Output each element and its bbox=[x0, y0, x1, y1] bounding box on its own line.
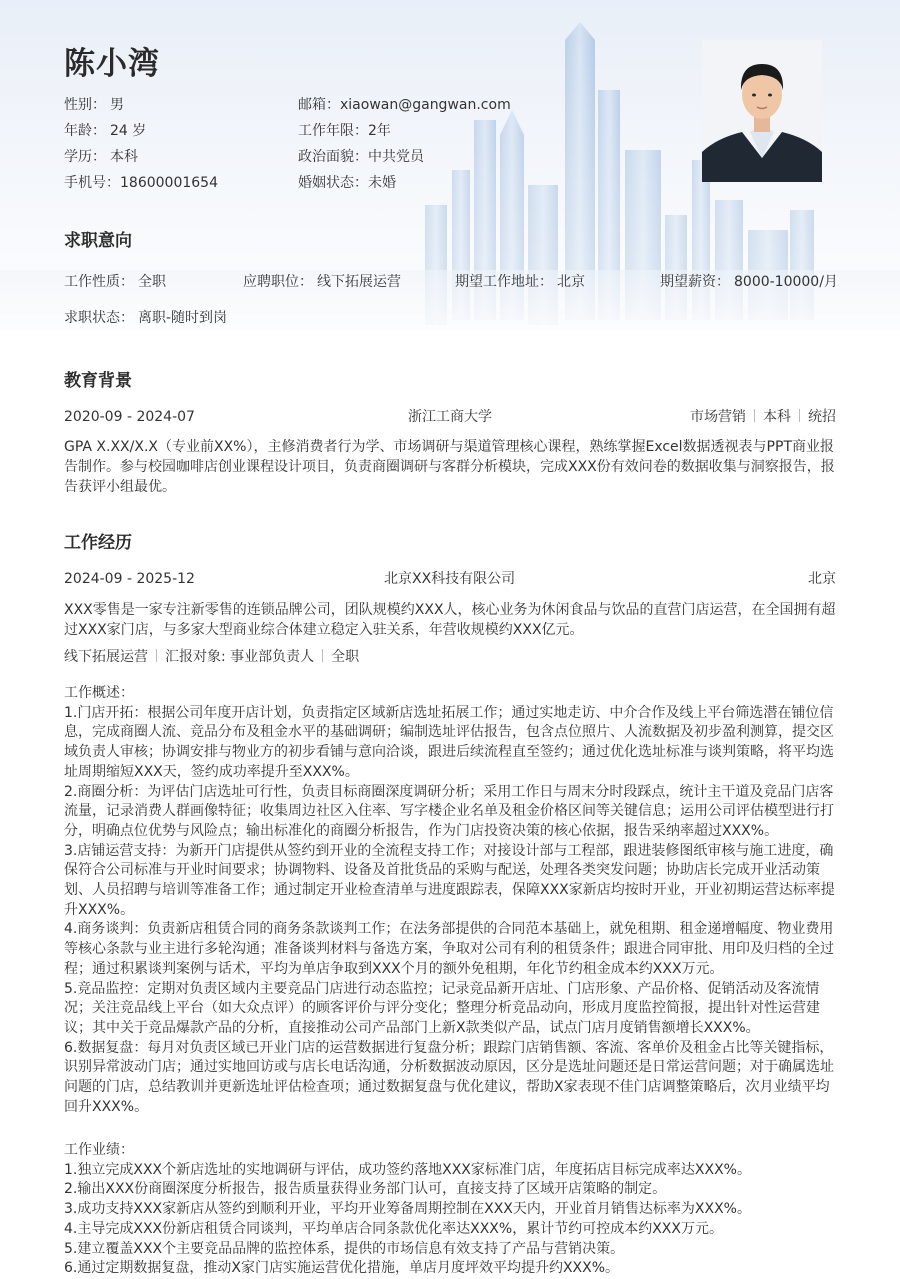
education-section-title: 教育背景 bbox=[64, 371, 132, 391]
intent-location: 期望工作地址： 北京 bbox=[455, 274, 585, 290]
intent-section-title: 求职意向 bbox=[64, 231, 132, 251]
work-result-item: 5.建立覆盖XXX个主要竞品品牌的监控体系，提供的市场信息有效支持了产品与营销决策。 bbox=[64, 1240, 625, 1257]
education-description: GPA X.XX/X.X（专业前XX%），主修消费者行为学、市场调研与渠道管理核心课程，熟练掌握Excel数据透视表与PPT商业报告制作。参与校园咖啡店创业课程设计项目，负责商圈调研与客群分析模块，完成XXX份有效问卷的数据收集与洞察报告，报告获评小组最优。 bbox=[64, 439, 835, 495]
work-overview-item: 1.门店开拓：根据公司年度开店计划，负责指定区域新店选址拓展工作；通过实地走访、中介合作及线上平台筛选潜在铺位信息，完成商圈人流、竞品分布及租金水平的基础调研；编制选址评估报告，包含点位照片、人流数据及初步盈利测算，提交区域负责人审核；协调安排与物业方的初步看铺与意向洽谈，跟进后续流程直至签约；通过优化选址标准与谈判策略，将平均选址周期缩短XXX天，签约成功率提升至XXX%。 bbox=[64, 704, 834, 780]
intent-salary: 期望薪资： 8000-10000/月 bbox=[660, 274, 838, 290]
profile-photo bbox=[702, 40, 822, 182]
company-intro: XXX零售是一家专注新零售的连锁品牌公司，团队规模约XXX人，核心业务为休闲食品与饮品的直营门店运营，在全国拥有超过XXX家门店，与多家大型商业综合体建立稳定入驻关系，年营收规模约XXX亿元。 bbox=[64, 602, 836, 638]
work-result-item: 6.通过定期数据复盘，推动X家门店实施运营优化措施，单店月度坪效平均提升约XXX%。 bbox=[64, 1260, 620, 1277]
intent-status: 求职状态： 离职-随时到岗 bbox=[64, 310, 228, 326]
tag-divider bbox=[754, 409, 755, 422]
email-field: 邮箱：xiaowan@gangwan.com bbox=[298, 97, 511, 113]
work-years-field: 工作年限：2年 bbox=[298, 123, 391, 139]
education-period: 2020-09 - 2024-07 bbox=[64, 409, 195, 425]
tag-divider bbox=[799, 409, 800, 422]
tag-divider bbox=[156, 649, 157, 662]
work-result-item: 3.成功支持XXX家新店从签约到顺利开业，平均开业筹备周期控制在XXX天内，开业首月销售达标率为XXX%。 bbox=[64, 1201, 751, 1218]
work-city: 北京 bbox=[808, 571, 836, 587]
work-company: 北京XX科技有限公司 bbox=[384, 571, 516, 587]
gender-field: 性别： 男 bbox=[64, 97, 124, 113]
work-results-title: 工作业绩： bbox=[64, 1142, 134, 1158]
work-result-item: 1.独立完成XXX个新店选址的实地调研与评估，成功签约落地XXX家标准门店，年度拓店目标完成率达XXX%。 bbox=[64, 1161, 751, 1178]
marital-status-field: 婚姻状态：未婚 bbox=[298, 175, 396, 191]
education-school: 浙江工商大学 bbox=[408, 409, 492, 425]
intent-job-type: 工作性质： 全职 bbox=[64, 274, 166, 290]
work-overview-item: 2.商圈分析：为评估门店选址可行性，负责目标商圈深度调研分析；采用工作日与周末分时段踩点，统计主干道及竞品门店客流量，记录消费人群画像特征；收集周边社区入住率、写字楼企业名单及租金价格区间等关键信息；运用公司评估模型进行打分，明确点位优势与风险点；输出标准化的商圈分析报告，作为门店投资决策的核心依据，报告采纳率超过XXX%。 bbox=[64, 783, 834, 839]
work-results bbox=[64, 1141, 836, 1279]
work-tags: 线下拓展运营 汇报对象: 事业部负责人 全职 bbox=[64, 649, 360, 665]
work-overview bbox=[64, 684, 836, 1117]
phone-field: 手机号：18600001654 bbox=[64, 175, 218, 191]
work-result-item: 4.主导完成XXX份新店租赁合同谈判，平均单店合同条款优化率达XXX%，累计节约可控成本约XXX万元。 bbox=[64, 1220, 723, 1237]
work-overview-item: 4.商务谈判：负责新店租赁合同的商务条款谈判工作；在法务部提供的合同范本基础上，就免租期、租金递增幅度、物业费用等核心条款与业主进行多轮沟通；准备谈判材料与备选方案，争取对公司有利的租赁条件；跟进合同审批、用印及归档的全过程；通过积累谈判案例与话术，平均为单店争取到XXX个月的额外免租期，年化节约租金成本约XXX万元。 bbox=[64, 921, 834, 977]
work-period: 2024-09 - 2025-12 bbox=[64, 571, 195, 587]
tag-divider bbox=[322, 649, 323, 662]
candidate-name: 陈小湾 bbox=[64, 46, 160, 82]
work-section-title: 工作经历 bbox=[64, 533, 132, 553]
work-overview-item: 6.数据复盘：每月对负责区域已开业门店的运营数据进行复盘分析；跟踪门店销售额、客流、客单价及租金占比等关键指标，识别异常波动门店；通过实地回访或与店长电话沟通，分析数据波动原因，区分是选址问题还是日常运营问题；对于确属选址问题的门店，总结教训并更新选址评估检查项；通过数据复盘与优化建议，帮助X家表现不佳门店调整策略后，次月业绩平均回升XXX%。 bbox=[64, 1039, 834, 1115]
work-overview-item: 5.竞品监控：定期对负责区域内主要竞品门店进行动态监控；记录竞品新开店址、门店形象、产品价格、促销活动及客流情况；关注竞品线上平台（如大众点评）的顾客评价与评分变化；整理分析竞品动向，形成月度监控简报，提出针对性运营建议；其中关于竞品爆款产品的分析，直接推动公司产品部门上新X款类似产品，试点门店月度销售额增长XXX%。 bbox=[64, 980, 820, 1036]
work-overview-item: 3.店铺运营支持：为新开门店提供从签约到开业的全流程支持工作；对接设计部与工程部，跟进装修图纸审核与施工进度，确保符合公司标准与开业时间要求；协调物料、设备及首批货品的采购与配送，处理各类突发问题；协助店长完成开业活动策划、人员招聘与培训等准备工作；通过制定开业检查清单与进度跟踪表，保障XXX家新店均按时开业，开业初期运营达标率提升XXX%。 bbox=[64, 842, 835, 918]
age-field: 年龄： 24 岁 bbox=[64, 123, 147, 139]
intent-position: 应聘职位： 线下拓展运营 bbox=[243, 274, 401, 290]
education-tags: 市场营销 本科 统招 bbox=[690, 409, 836, 425]
work-result-item: 2.输出XXX份商圈深度分析报告，报告质量获得业务部门认可，直接支持了区域开店策略的制定。 bbox=[64, 1181, 667, 1198]
work-overview-title: 工作概述： bbox=[64, 685, 134, 701]
political-status-field: 政治面貌：中共党员 bbox=[298, 149, 424, 165]
education-level-field: 学历： 本科 bbox=[64, 149, 138, 165]
